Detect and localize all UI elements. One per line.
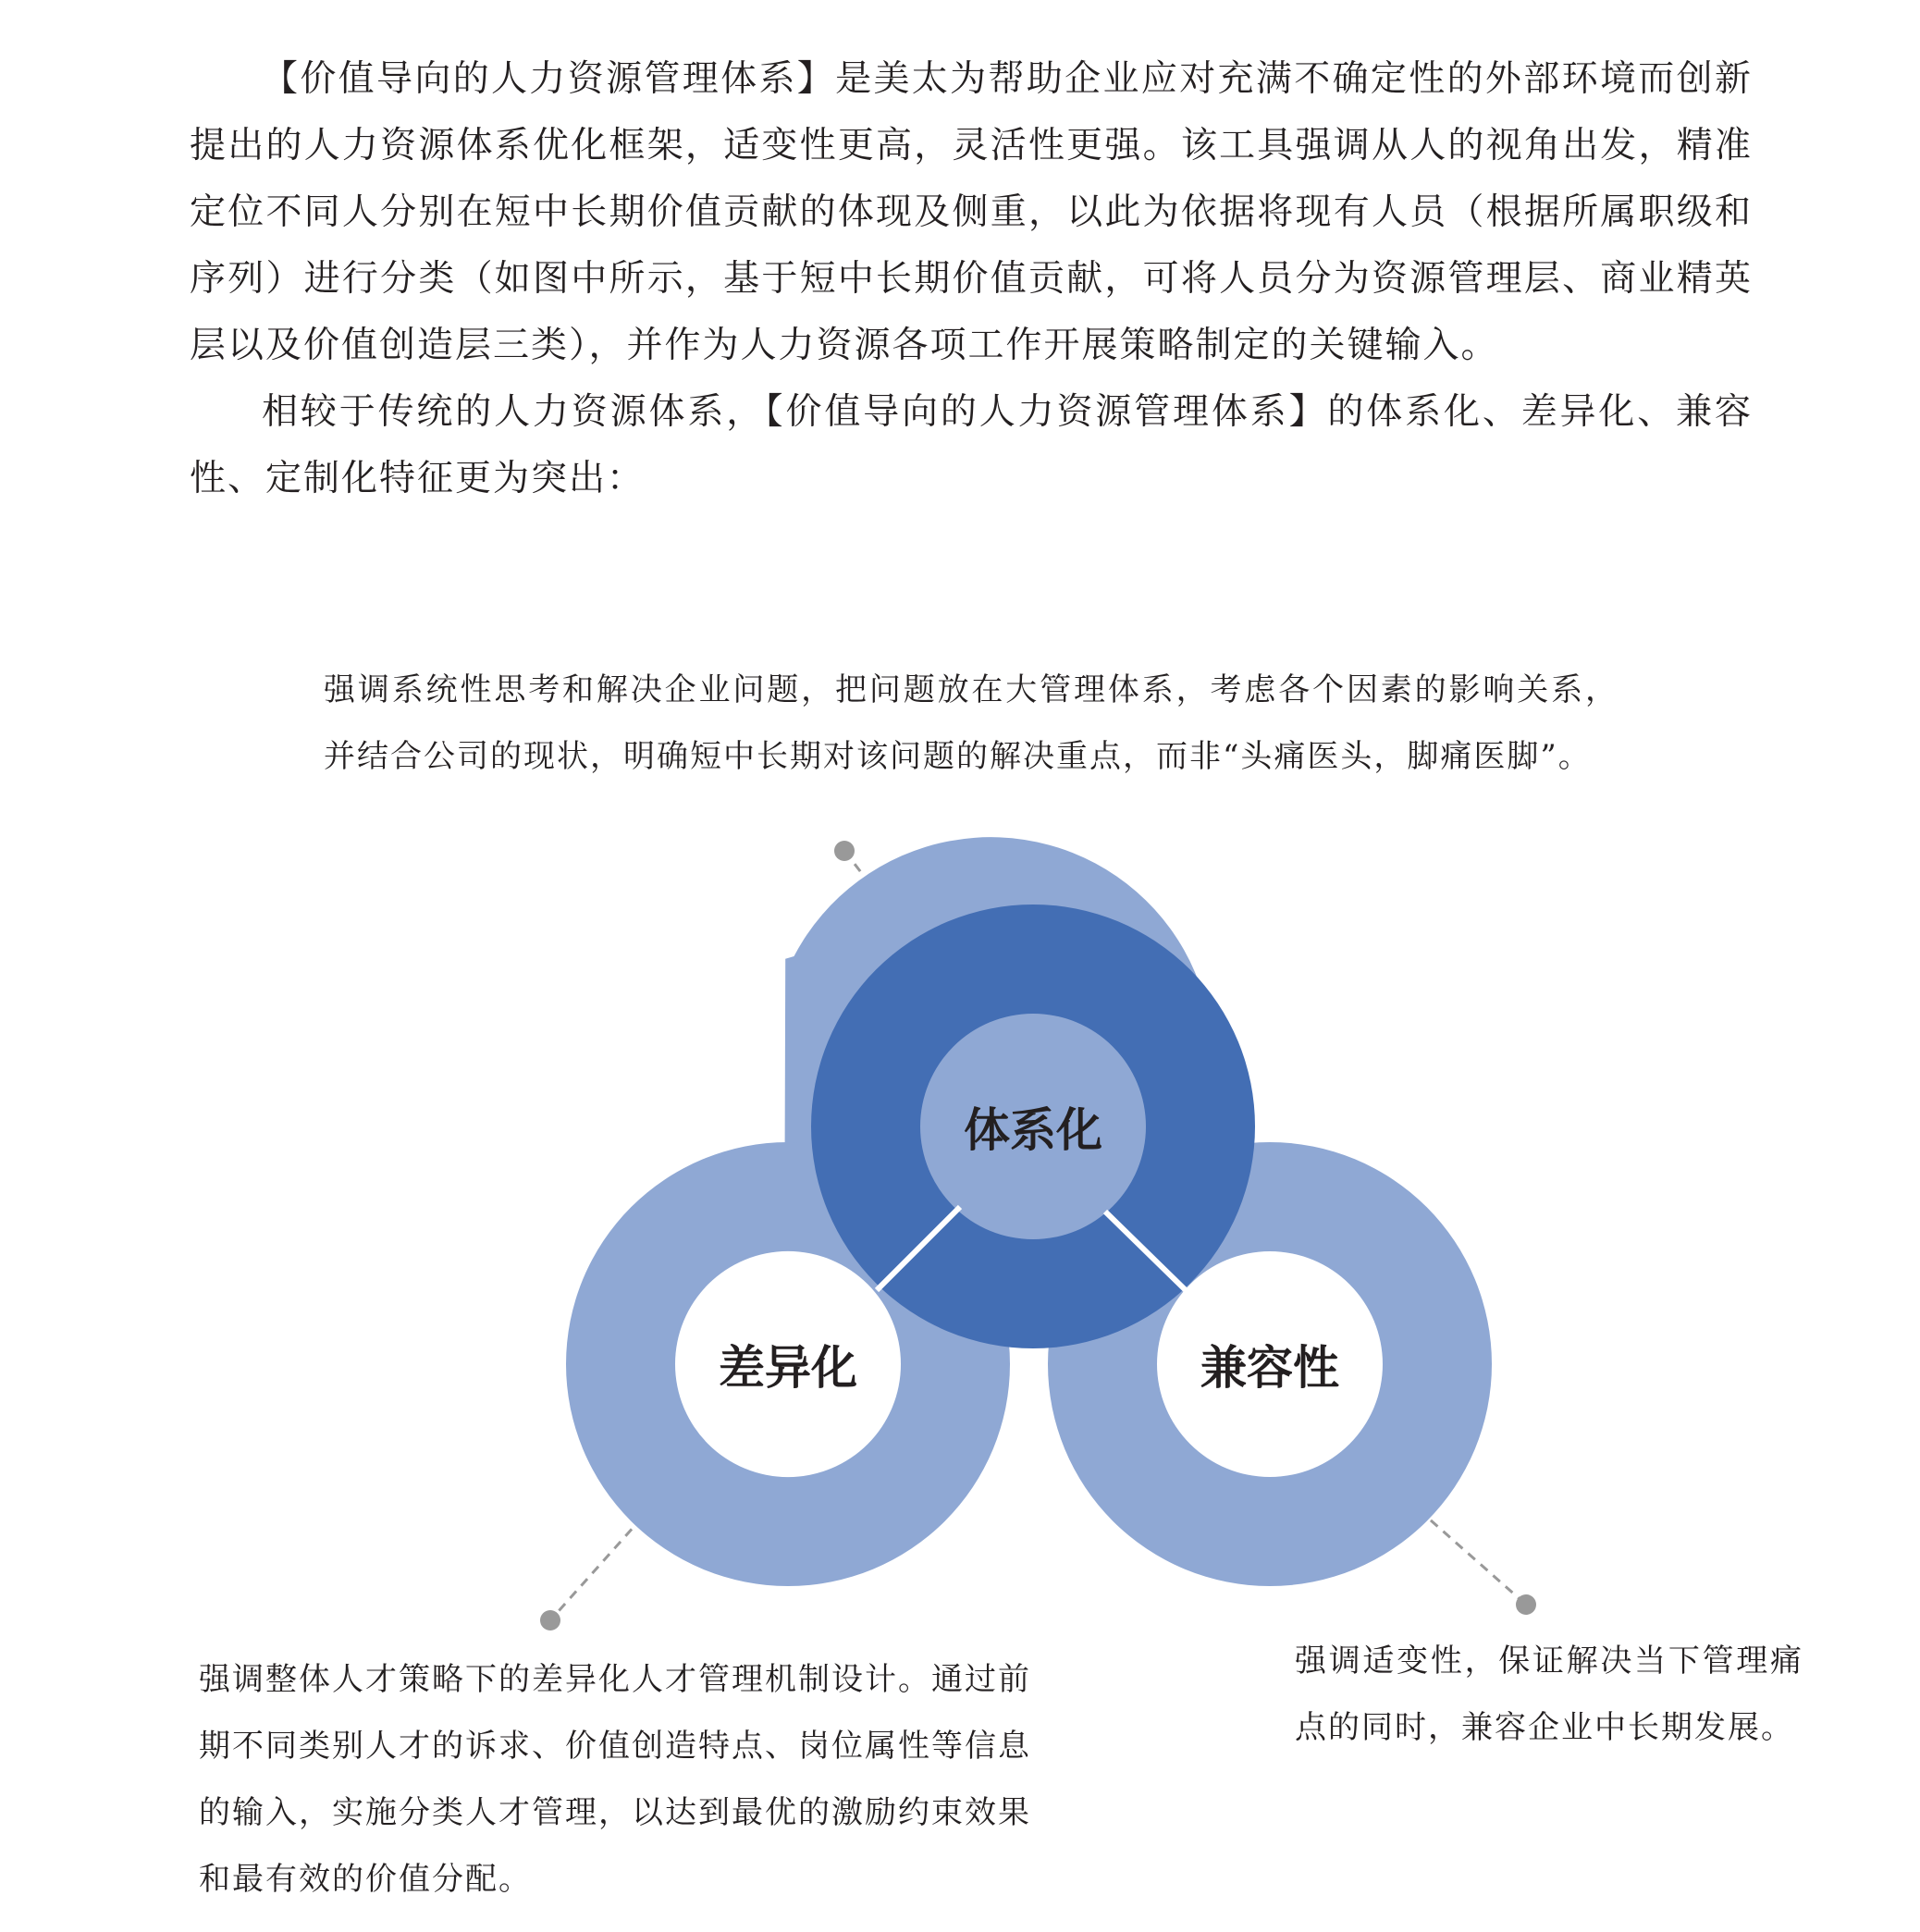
intro-paragraph-2: 相较于传统的人力资源体系，【价值导向的人力资源管理体系】的体系化、差异化、兼容性、定制化特征更为突出： — [190, 391, 1753, 499]
connector-dot — [1516, 1594, 1536, 1615]
connector-dot — [540, 1610, 560, 1631]
systematic-description: 强调系统性思考和解决企业问题，把问题放在大管理体系，考虑各个因素的影响关系，并结合公司的现状，明确短中长期对该问题的解决重点，而非“头痛医头，脚痛医脚”。 — [324, 671, 1618, 775]
systematic-label: 体系化 — [964, 1102, 1102, 1157]
compatibility-label: 兼容性 — [1200, 1340, 1339, 1395]
differentiation-label: 差异化 — [719, 1340, 857, 1395]
connector-dot — [834, 841, 855, 861]
intro-paragraph-1: 【价值导向的人力资源管理体系】是美太为帮助企业应对充满不确定性的外部环境而创新提出的人力资源体系优化框架，适变性更高，灵活性更强。该工具强调从人的视角出发，精准定位不同人分别在短中长期价值贡献的体现及侧重，以此为依据将现有人员（根据所属职级和序列）进行分类（如图中所示，基于短中长期价值贡献，可将人员分为资源管理层、商业精英层以及价值创造层三类），并作为人力资源各项工作开展策略制定的关键输入。 — [190, 58, 1753, 366]
differentiation-description: 强调整体人才策略下的差异化人才管理机制设计。通过前期不同类别人才的诉求、价值创造特点、岗位属性等信息的输入，实施分类人才管理，以达到最优的激励约束效果和最有效的价值分配。 — [199, 1661, 1031, 1898]
connector-line — [550, 1517, 643, 1620]
connector-differentiation — [540, 1517, 643, 1631]
compatibility-description: 强调适变性，保证解决当下管理痛点的同时，兼容企业中长期发展。 — [1295, 1643, 1803, 1746]
